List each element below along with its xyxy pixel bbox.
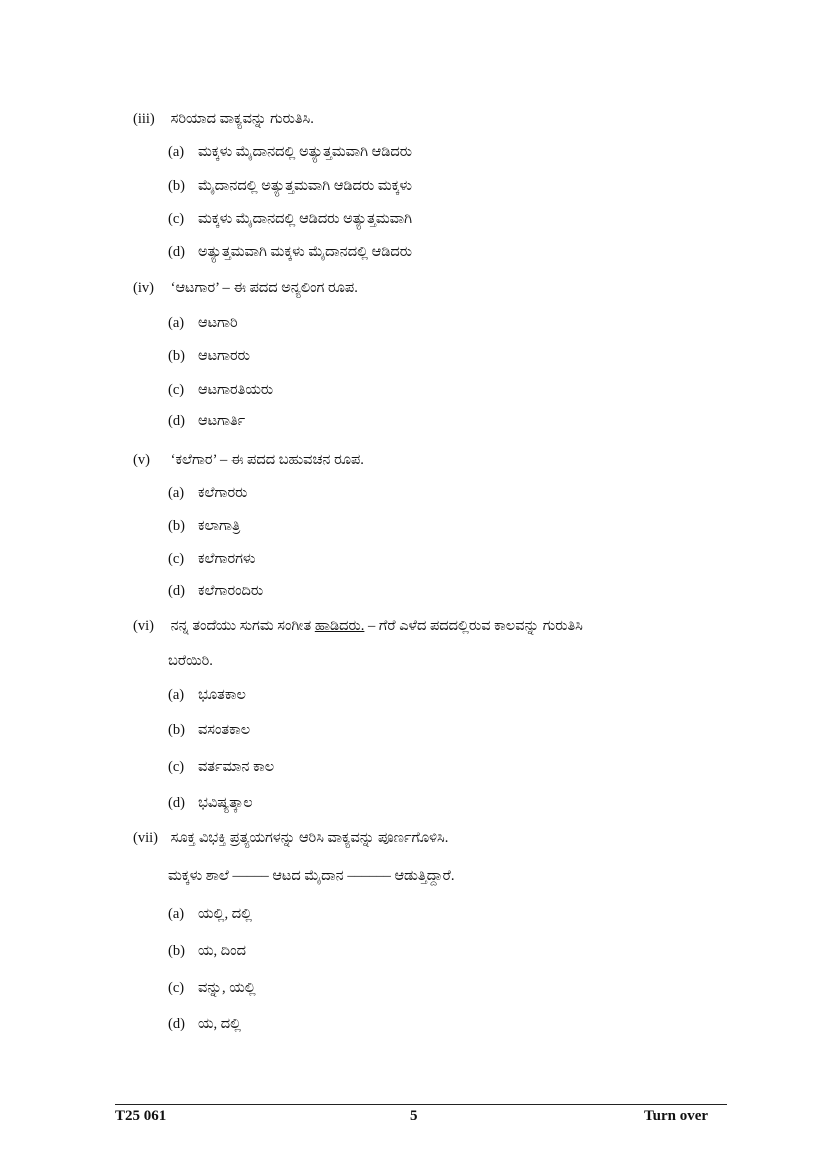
question-number: (iv) [133,280,154,296]
footer-divider [115,1104,727,1105]
question-vii [133,829,448,847]
option-label: (d) [168,795,185,811]
question-vi [133,617,583,635]
question-text: ಸರಿಯಾದ ವಾಕ್ಯವನ್ನು ಗುರುತಿಸಿ. [170,111,314,127]
option-text: ಮೈದಾನದಲ್ಲಿ ಅತ್ಯುತ್ತಮವಾಗಿ ಆಡಿದರು ಮಕ್ಕಳು [198,178,413,194]
question-vii-sentence: ಮಕ್ಕಳು ಶಾಲೆ ––––– ಆಟದ ಮೈದಾನ –––––– ಆಡುತ್ತಿದ್ದಾರೆ. [168,868,455,884]
page-number: 5 [410,1108,418,1124]
option-v-c [168,550,255,568]
question-text: ‘ಕಲೆಗಾರ’ – ಈ ಪದದ ಬಹುವಚನ ರೂಪ. [170,452,364,468]
question-number: (vi) [133,618,154,634]
option-text: ಕಲೆಗಾರಂದಿರು [198,583,264,599]
option-text: ಆಟಗಾರತಿಯರು [198,382,274,398]
option-vi-c [168,758,274,776]
question-iii [133,110,314,128]
option-iv-b [168,347,250,365]
option-label: (a) [168,906,185,922]
option-vi-b [168,721,250,739]
turn-over-note: Turn over [644,1108,709,1124]
question-number: (v) [133,452,150,468]
option-label: (b) [168,722,185,738]
question-text: ಸೂಕ್ತ ವಿಭಕ್ತಿ ಪ್ರತ್ಯಯಗಳನ್ನು ಆರಿಸಿ ವಾಕ್ಯವನ್ನು ಪೂರ್ಣಗೊಳಿಸಿ. [170,830,449,846]
option-label: (a) [168,144,185,160]
option-label: (d) [168,1016,185,1032]
option-text: ಕಲೆಗಾರಗಳು [198,551,256,567]
option-text: ಮಕ್ಕಳು ಮೈದಾನದಲ್ಲಿ ಆಡಿದರು ಅತ್ಯುತ್ತಮವಾಗಿ [198,211,413,227]
option-text: ಆಟಗಾರಿ [198,315,238,331]
option-vi-d [168,794,253,812]
option-text: ಯ, ದಿಂದ [198,943,246,959]
option-text: ವಸಂತಕಾಲ [198,722,251,738]
option-label: (c) [168,211,185,227]
question-text-after: – ಗೆರೆ ಎಳೆದ ಪದದಲ್ಲಿರುವ ಕಾಲವನ್ನು ಗುರುತಿಸಿ [364,618,583,634]
option-label: (c) [168,980,185,996]
option-iii-c [168,210,412,228]
option-label: (a) [168,315,185,331]
option-text: ಆಟಗಾರ್ತಿ [198,413,246,429]
option-label: (d) [168,413,185,429]
option-iv-a [168,314,238,332]
option-text: ಕಲೆಗಾರರು [198,485,248,501]
question-text-before: ನನ್ನ ತಂದೆಯು ಸುಗಮ ಸಂಗೀತ [170,618,315,634]
question-number: (vii) [133,830,158,846]
option-label: (a) [168,687,185,703]
option-label: (d) [168,583,185,599]
paper-code: T25 061 [115,1108,167,1124]
option-text: ಅತ್ಯುತ್ತಮವಾಗಿ ಮಕ್ಕಳು ಮೈದಾನದಲ್ಲಿ ಆಡಿದರು [198,244,413,260]
question-v [133,451,364,469]
option-vii-b [168,942,246,960]
option-text: ವರ್ತಮಾನ ಕಾಲ [198,759,275,775]
option-text: ಭೂತಕಾಲ [198,687,246,703]
option-label: (b) [168,943,185,959]
option-text: ಯ, ದಲ್ಲಿ [198,1016,242,1032]
question-text: ‘ಆಟಗಾರ’ – ಈ ಪದದ ಅನ್ಯಲಿಂಗ ರೂಪ. [170,280,358,296]
question-iv [133,279,358,297]
option-label: (c) [168,759,185,775]
option-text: ಯಲ್ಲಿ, ದಲ್ಲಿ [198,906,253,922]
question-vi-line2: ಬರೆಯಿರಿ. [168,653,213,669]
option-text: ಆಟಗಾರರು [198,348,250,364]
option-label: (b) [168,518,185,534]
option-vi-a [168,686,246,704]
option-iv-c [168,381,273,399]
option-iv-d [168,412,245,430]
option-v-a [168,484,247,502]
option-text: ವನ್ನು, ಯಲ್ಲಿ [198,980,256,996]
option-text: ಮಕ್ಕಳು ಮೈದಾನದಲ್ಲಿ ಅತ್ಯುತ್ತಮವಾಗಿ ಆಡಿದರು [198,144,413,160]
question-number: (iii) [133,111,155,127]
option-iii-d [168,243,412,261]
option-label: (c) [168,551,185,567]
option-v-d [168,582,263,600]
option-label: (c) [168,382,185,398]
option-vii-c [168,979,256,997]
option-iii-a [168,143,412,161]
option-text: ಭವಿಷ್ಯತ್ಕಾಲ [198,795,253,811]
option-text: ಕಲಾಗಾತ್ರಿ [198,518,241,534]
option-vii-a [168,905,252,923]
option-iii-b [168,177,412,195]
option-v-b [168,517,240,535]
option-label: (b) [168,178,185,194]
option-label: (a) [168,485,185,501]
underlined-word: ಹಾಡಿದರು. [314,618,365,634]
option-label: (d) [168,244,185,260]
option-vii-d [168,1015,241,1033]
option-label: (b) [168,348,185,364]
